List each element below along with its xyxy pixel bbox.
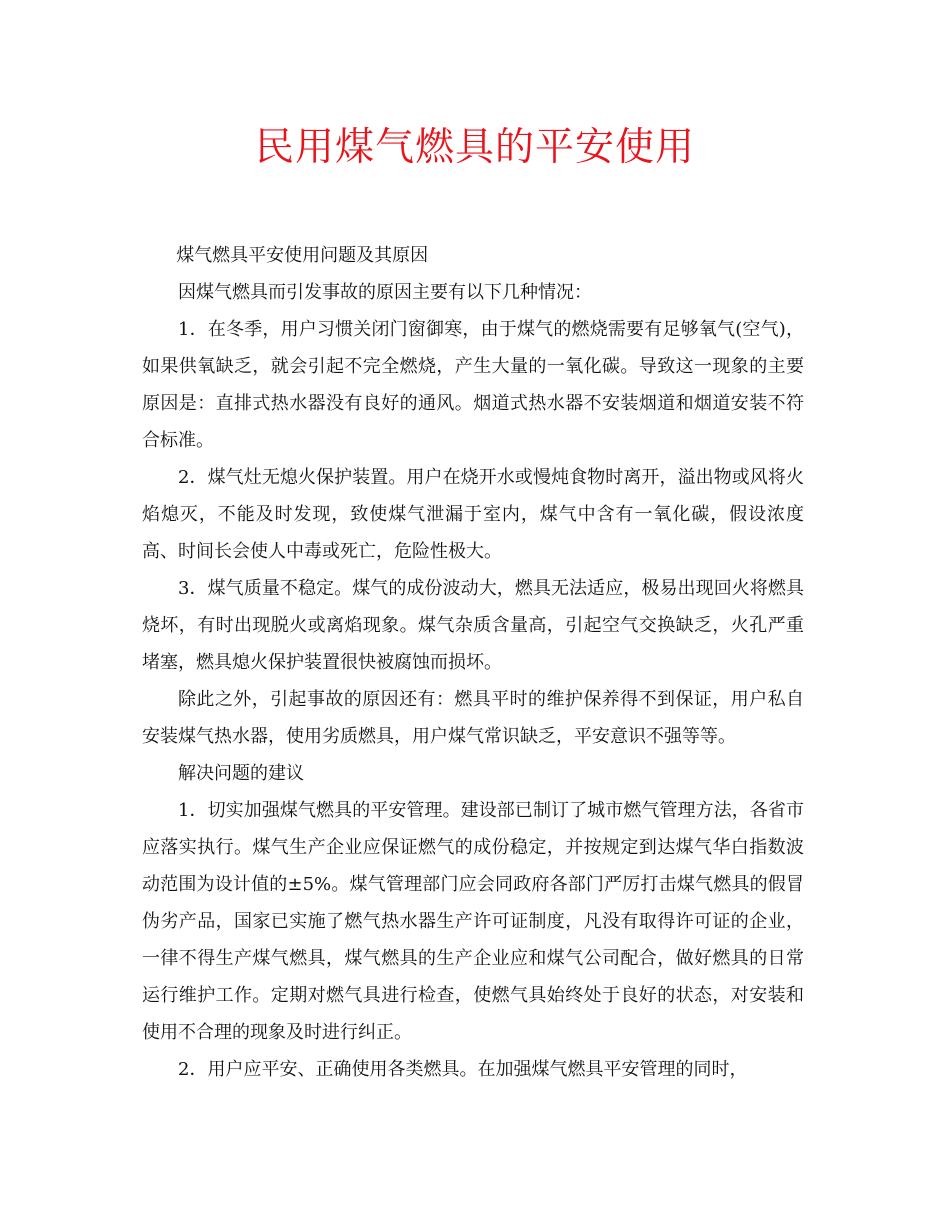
paragraph-intro: 因煤气燃具而引发事故的原因主要有以下几种情况：: [178, 282, 592, 303]
section-heading-suggestions: 解决问题的建议: [178, 763, 304, 784]
document-title: 民用煤气燃具的平安使用: [254, 125, 695, 170]
paragraph-cause-3: 3．煤气质量不稳定。煤气的成份波动大，燃具无法适应，极易出现回火将燃具烧坏，有时出现脱火或离焰现象。煤气杂质含量高，引起空气交换缺乏，火孔严重堵塞，燃具熄火保护装置很快被腐蚀而损坏。: [142, 578, 804, 673]
paragraph-suggestion-2: 2．用户应平安、正确使用各类燃具。在加强煤气燃具平安管理的同时，: [178, 1059, 748, 1080]
paragraph-suggestion-1: 1．切实加强煤气燃具的平安管理。建设部已制订了城市燃气管理方法，各省市应落实执行。煤气生产企业应保证燃气的成份稳定，并按规定到达煤气华白指数波动范围为设计值的±5%。煤气管理部门应会同政府各部门严厉打击煤气燃具的假冒伪劣产品，国家已实施了燃气热水器生产许可证制度，凡没有取得许可证的企业，一律不得生产煤气燃具，煤气燃具的生产企业应和煤气公司配合，做好燃具的日常运行维护工作。定期对燃气具进行检查，使燃气具始终处于良好的状态，对安装和使用不合理的现象及时进行纠正。: [142, 800, 804, 1043]
paragraph-cause-1: 1．在冬季，用户习惯关闭门窗御寒，由于煤气的燃烧需要有足够氧气(空气)，如果供氧缺乏，就会引起不完全燃烧，产生大量的一氧化碳。导致这一现象的主要原因是：直排式热水器没有良好的通风。烟道式热水器不安装烟道和烟道安装不符合标准。: [142, 319, 804, 451]
paragraph-other-causes: 除此之外，引起事故的原因还有：燃具平时的维护保养得不到保证，用户私自安装煤气热水器，使用劣质燃具，用户煤气常识缺乏，平安意识不强等等。: [142, 689, 804, 747]
section-heading-problems: 煤气燃具平安使用问题及其原因: [176, 245, 429, 266]
document-body: [142, 237, 804, 1088]
paragraph-cause-2: 2．煤气灶无熄火保护装置。用户在烧开水或慢炖食物时离开，溢出物或风将火焰熄灭，不能及时发现，致使煤气泄漏于室内，煤气中含有一氧化碳，假设浓度高、时间长会使人中毒或死亡，危险性极大。: [142, 467, 804, 562]
